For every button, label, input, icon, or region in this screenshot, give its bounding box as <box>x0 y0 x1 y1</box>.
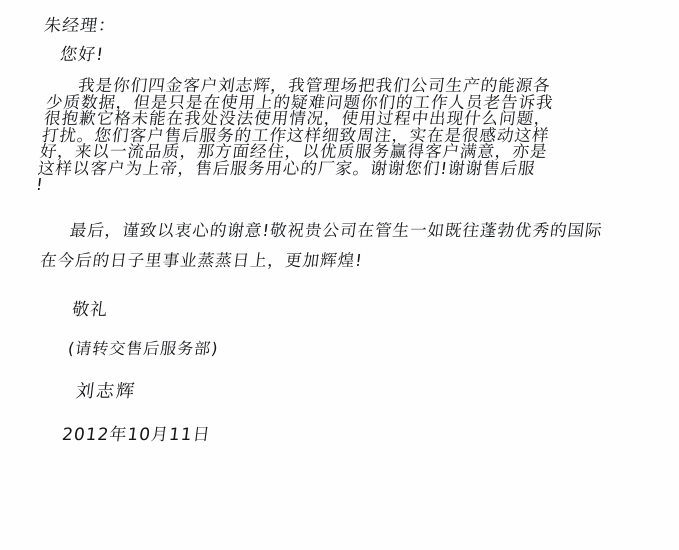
body-paragraph-1 <box>35 78 658 194</box>
paragraph-1-line-4: 打扰。您们客户售后服务的工作这样细致周注，实在是很感动这样 <box>40 125 551 145</box>
paragraph-1-line-2: 少质数据，但是只是在使用上的疑难问题你们的工作人员老告诉我 <box>44 92 555 112</box>
closing-salutation: 敬礼 <box>70 299 110 320</box>
paragraph-2-line-1: 最后，谨致以衷心的谢意!敬祝贵公司在管生一如既往蓬勃优秀的国际 <box>68 220 604 240</box>
signature: 刘志辉 <box>74 380 138 402</box>
paragraph-1-line-7: ! <box>34 175 45 194</box>
paragraph-1-line-3: 很抱歉它格未能在我处没法使用情况，使用过程中出现什么问题， <box>42 109 553 128</box>
paragraph-2-line-2: 在今后的日子里事业蒸蒸日上，更加辉煌! <box>39 250 365 270</box>
salutation: 朱经理： <box>42 16 118 36</box>
body-paragraph-2 <box>38 216 654 276</box>
paragraph-1-line-6: 这样以客户为上帝，售后服务用心的厂家。谢谢您们!谢谢售后服 <box>36 158 537 178</box>
date: 2012年10月11日 <box>60 424 212 445</box>
greeting: 您好! <box>58 45 106 65</box>
paragraph-1-line-1: 我是你们四金客户刘志辉，我管理场把我们公司生产的能源各 <box>77 76 552 95</box>
routing-note: (请转交售后服务部) <box>66 338 220 358</box>
paragraph-1-line-5: 好，来以一流品质，那方面经住，以优质服务赢得客户满意，亦是 <box>38 142 549 161</box>
